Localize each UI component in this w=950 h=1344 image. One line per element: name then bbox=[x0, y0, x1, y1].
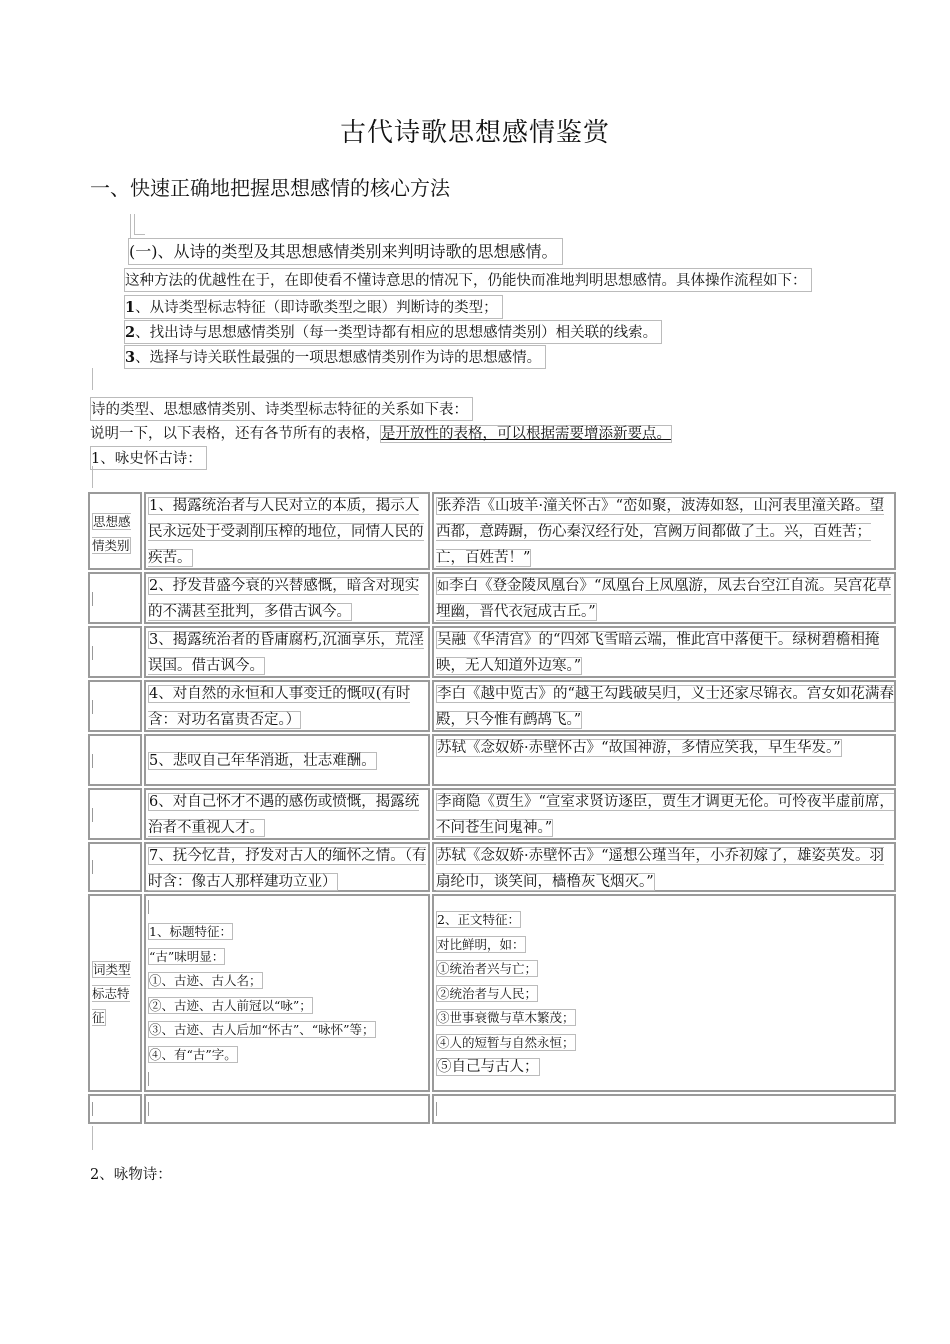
example-text: 张养浩《山坡羊·潼关怀古》“峦如聚，波涛如怒，山河表里潼关路。望西都，意踌蹰，伤心秦汉经行处，宫阙万间都做了土。兴，百姓苦；亡，百姓苦！” bbox=[436, 498, 885, 566]
category-text: 4、对自然的永恒和人事变迁的慨叹(有时含：对功名富贵否定。） bbox=[148, 686, 411, 728]
poem-type-heading-2: 2、咏物诗： bbox=[90, 1167, 172, 1183]
text-feature-item: ①统治者兴与亡； bbox=[437, 961, 538, 976]
step-number: 1 bbox=[125, 299, 136, 316]
table-row bbox=[88, 1094, 896, 1124]
example-cell bbox=[432, 680, 896, 732]
category-text: 2、抒发昔盛今衰的兴替感慨，暗含对现实的不满甚至批判，多借古讽今。 bbox=[148, 578, 420, 620]
step-2 bbox=[124, 320, 662, 344]
text-features-cell bbox=[432, 894, 896, 1092]
row-label-cell bbox=[88, 626, 142, 678]
row-label-cell bbox=[88, 842, 142, 892]
category-text: 7、抚今忆昔，抒发对古人的缅怀之情。（有时含：像古人那样建功立业） bbox=[148, 848, 427, 890]
empty-cell bbox=[432, 1094, 896, 1124]
table-row bbox=[88, 894, 896, 1092]
example-text: 李白《越中览古》的“越王勾践破吴归，义士还家尽锦衣。宫女如花满春殿，只今惟有鹧鸪飞。” bbox=[436, 686, 894, 728]
intro-paragraph: 这种方法的优越性在于，在即使看不懂诗意思的情况下，仍能快而准地判明思想感情。具体操作流程如下： bbox=[124, 268, 812, 292]
section-heading-1: 一、快速正确地把握思想感情的核心方法 bbox=[90, 176, 450, 200]
title-features-heading: 1、标题特征： bbox=[149, 924, 232, 939]
empty-cell bbox=[88, 1094, 142, 1124]
example-text: 吴融《华清宫》的“四郊飞雪暗云端，惟此宫中落便干。绿树碧檐相掩映，无人知道外边寒。” bbox=[436, 632, 880, 674]
example-text: 苏轼《念奴娇·赤壁怀古》“故国神游，多情应笑我，早生华发。” bbox=[437, 740, 841, 756]
example-cell bbox=[432, 572, 896, 624]
row-label-cell bbox=[88, 788, 142, 840]
table-row bbox=[88, 788, 896, 840]
title-feature-item: ①、古迹、古人名； bbox=[149, 973, 262, 988]
text-features-heading: 2、正文特征： bbox=[437, 912, 520, 927]
example-cell bbox=[432, 842, 896, 892]
step-text: 、找出诗与思想感情类别（每一类型诗都有相应的思想感情类别）相关联的线索。 bbox=[135, 325, 658, 341]
title-feature-item: ④、有“古”字。 bbox=[149, 1046, 237, 1062]
category-text: 5、悲叹自己年华消逝，壮志难酬。 bbox=[149, 753, 376, 769]
category-cell bbox=[144, 626, 430, 678]
example-cell bbox=[432, 492, 896, 570]
table-row bbox=[88, 626, 896, 678]
text-feature-item: ②统治者与人民； bbox=[437, 985, 538, 1001]
page-title: 古代诗歌思想感情鉴赏 bbox=[339, 118, 610, 148]
explain-note bbox=[90, 422, 676, 444]
explain-prefix: 说明一下，以下表格，还有各节所有的表格， bbox=[90, 426, 380, 442]
category-text: 6、对自己怀才不遇的感伤或愤慨，揭露统治者不重视人才。 bbox=[148, 794, 420, 836]
text-feature-item: ④人的短暂与自然永恒； bbox=[437, 1034, 575, 1050]
explain-underlined: 是开放性的表格，可以根据需要增添新要点。 bbox=[381, 426, 671, 442]
emotion-category-label: 思想感情类别 bbox=[92, 514, 131, 553]
example-cell bbox=[432, 734, 896, 786]
title-feature-item: “古”味明显： bbox=[149, 948, 225, 964]
example-cell bbox=[432, 788, 896, 840]
row-label-cell bbox=[88, 894, 142, 1092]
category-cell bbox=[144, 842, 430, 892]
step-number: 2 bbox=[125, 324, 136, 341]
category-cell bbox=[144, 680, 430, 732]
text-feature-item: 对比鲜明，如： bbox=[437, 936, 525, 952]
table-row bbox=[88, 680, 896, 732]
category-text: 1、揭露统治者与人民对立的本质，揭示人民永远处于受剥削压榨的地位，同情人民的疾苦。 bbox=[148, 498, 424, 566]
example-cell bbox=[432, 626, 896, 678]
category-text: 3、揭露统治者的昏庸腐朽,沉湎享乐，荒淫误国。借古讽今。 bbox=[148, 632, 424, 674]
example-text: 李商隐《贾生》“宣室求贤访逐臣，贾生才调更无伦。可怜夜半虚前席，不问苍生问鬼神。” bbox=[436, 794, 894, 836]
title-feature-item: ②、古迹、古人前冠以“咏”； bbox=[149, 997, 312, 1013]
step-1 bbox=[124, 295, 503, 319]
margin-mark bbox=[92, 368, 93, 390]
step-text: 、从诗类型标志特征（即诗歌类型之眼）判断诗的类型； bbox=[135, 300, 498, 316]
example-text: 如李白《登金陵凤凰台》“凤凰台上凤凰游，凤去台空江自流。吴宫花草埋幽，晋代衣冠成古丘。” bbox=[436, 578, 892, 620]
empty-cell bbox=[144, 1094, 430, 1124]
poem-type-heading-1: 1、咏史怀古诗： bbox=[90, 446, 207, 470]
category-cell bbox=[144, 572, 430, 624]
row-label-cell bbox=[88, 572, 142, 624]
margin-mark bbox=[92, 466, 93, 488]
row-label-cell bbox=[88, 492, 142, 570]
text-feature-item: ③世事衰微与草木繁茂； bbox=[437, 1010, 575, 1025]
title-feature-item: ③、古迹、古人后加“怀古”、“咏怀”等； bbox=[149, 1022, 375, 1037]
subsection-heading: (一)、从诗的类型及其思想感情类别来判明诗歌的思想感情。 bbox=[128, 238, 563, 265]
margin-mark bbox=[92, 1126, 93, 1150]
step-number: 3 bbox=[125, 349, 136, 366]
text-feature-item: ⑤自己与古人； bbox=[437, 1059, 539, 1075]
margin-mark bbox=[134, 214, 145, 235]
row-label-cell bbox=[88, 680, 142, 732]
step-3 bbox=[124, 345, 546, 369]
example-text: 苏轼《念奴娇·赤壁怀古》“遥想公瑾当年，小乔初嫁了，雄姿英发。羽扇纶巾，谈笑间，樯橹灰飞烟灭。” bbox=[436, 848, 885, 890]
relation-note: 诗的类型、思想感情类别、诗类型标志特征的关系如下表： bbox=[90, 397, 473, 421]
table-row bbox=[88, 842, 896, 892]
table-row bbox=[88, 734, 896, 786]
category-cell bbox=[144, 788, 430, 840]
category-cell bbox=[144, 734, 430, 786]
title-features-cell bbox=[144, 894, 430, 1092]
table-row bbox=[88, 492, 896, 570]
category-cell bbox=[144, 492, 430, 570]
table-row bbox=[88, 572, 896, 624]
example-prefix: 如 bbox=[437, 579, 450, 593]
row-label-cell bbox=[88, 734, 142, 786]
marker-label: 词类型标志特征 bbox=[92, 962, 131, 1025]
step-text: 、选择与诗关联性最强的一项思想感情类别作为诗的思想感情。 bbox=[135, 350, 542, 366]
margin-mark bbox=[130, 214, 131, 238]
